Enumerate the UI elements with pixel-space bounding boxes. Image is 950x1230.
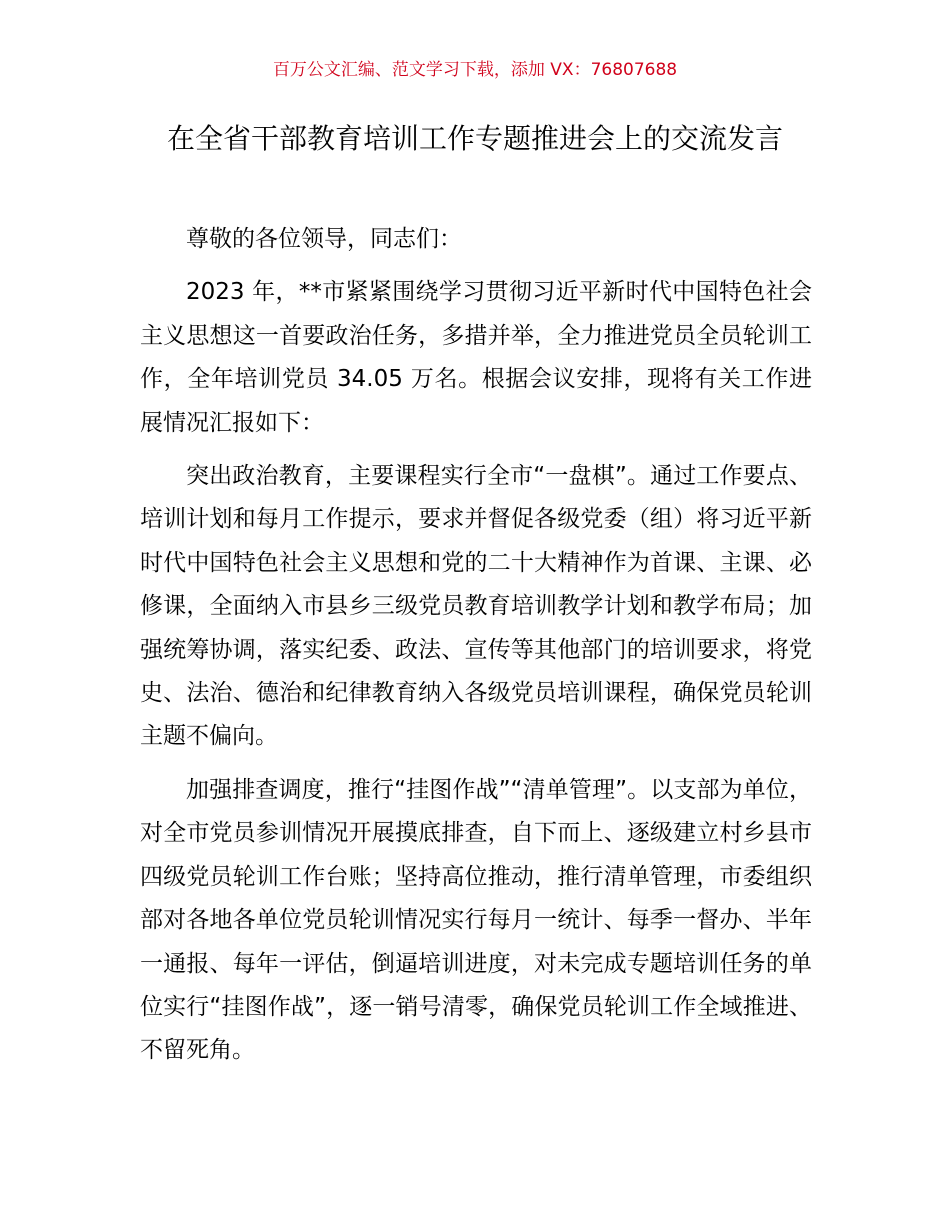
document-body bbox=[140, 218, 812, 1083]
salutation: 尊敬的各位领导，同志们： bbox=[186, 226, 462, 252]
document-title: 在全省干部教育培训工作专题推进会上的交流发言 bbox=[166, 122, 783, 155]
header-note: 百万公文汇编、范文学习下载，添加 VX：76807688 bbox=[272, 60, 678, 80]
body-paragraph: 2023 年，**市紧紧围绕学习贯彻习近平新时代中国特色社会主义思想这一首要政治任务，多措并举，全力推进党员全员轮训工作，全年培训党员 34.05 万名。根据会议安排，现将有关工作进展情况汇报如下： bbox=[140, 279, 812, 436]
body-paragraph: 突出政治教育，主要课程实行全市“一盘棋”。通过工作要点、培训计划和每月工作提示，要求并督促各级党委（组）将习近平新时代中国特色社会主义思想和党的二十大精神作为首课、主课、必修课，全面纳入市县乡三级党员教育培训教学计划和教学布局；加强统筹协调，落实纪委、政法、宣传等其他部门的培训要求，将党史、法治、德治和纪律教育纳入各级党员培训课程，确保党员轮训主题不偏向。 bbox=[140, 463, 812, 750]
body-paragraph: 加强排查调度，推行“挂图作战”“清单管理”。以支部为单位，对全市党员参训情况开展摸底排查，自下而上、逐级建立村乡县市四级党员轮训工作台账；坚持高位推动，推行清单管理，市委组织部对各地各单位党员轮训情况实行每月一统计、每季一督办、半年一通报、每年一评估，倒逼培训进度，对未完成专题培训任务的单位实行“挂图作战”，逐一销号清零，确保党员轮训工作全域推进、不留死角。 bbox=[140, 776, 812, 1064]
